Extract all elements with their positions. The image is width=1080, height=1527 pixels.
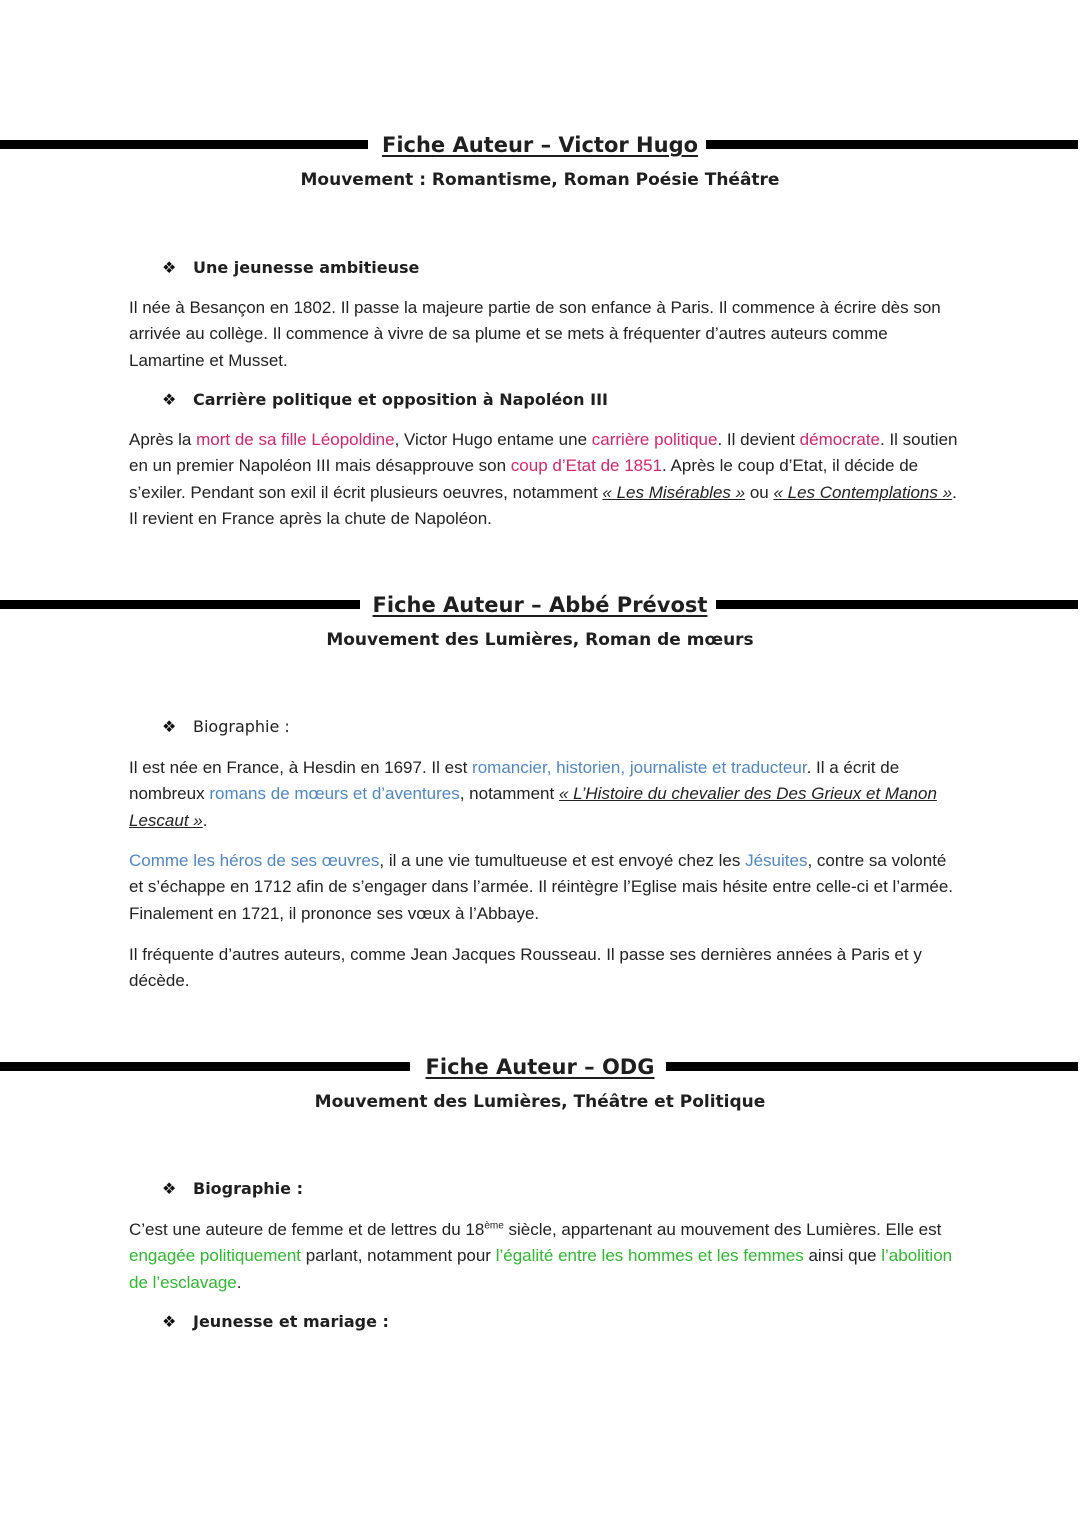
- diamond-bullet-icon: ❖: [162, 390, 177, 409]
- section-subtitle: Mouvement : Romantisme, Roman Poésie Théâtre: [300, 170, 780, 190]
- work-title: « Les Contemplations »: [773, 482, 953, 502]
- work-title: « Les Misérables »: [602, 482, 746, 502]
- section-subtitle: Mouvement des Lumières, Roman de mœurs: [326, 630, 754, 650]
- heading-carriere: ❖ Carrière politique et opposition à Napoléon III: [162, 388, 608, 412]
- heading-biographie: ❖ Biographie :: [162, 715, 290, 739]
- section-odg: [0, 1048, 1080, 1114]
- diamond-bullet-icon: ❖: [162, 258, 177, 277]
- heading-jeunesse-mariage: ❖ Jeunesse et mariage :: [162, 1310, 389, 1334]
- paragraph: Il née à Besançon en 1802. Il passe la majeure partie de son enfance à Paris. Il commence à écrire dès son arrivée au collège. Il commence à vivre de sa plume et se mets à fréquenter d’autres auteurs comme Lamartine et Musset.: [129, 298, 941, 370]
- section-victor-hugo: [0, 126, 1080, 192]
- paragraph: Il fréquente d’autres auteurs, comme Jean Jacques Rousseau. Il passe ses dernières années à Paris et y décède.: [129, 945, 922, 991]
- paragraph: Après la mort de sa fille Léopoldine, Victor Hugo entame une carrière politique. Il devient démocrate. Il soutien en un premier Napoléon III mais désapprouve son coup d’Etat de 1851. Après le coup d’Etat, il décide de s’exiler. Pendant son exil il écrit plusieurs oeuvres, notamment « Les Misérables » ou « Les Contemplations ». Il revient en France après la chute de Napoléon.: [129, 430, 958, 528]
- section-abbe-prevost: [0, 586, 1080, 652]
- heading-jeunesse: ❖ Une jeunesse ambitieuse: [162, 256, 419, 280]
- section-title: Fiche Auteur – Abbé Prévost: [372, 593, 708, 617]
- diamond-bullet-icon: ❖: [162, 1179, 177, 1198]
- heading-biographie: ❖ Biographie :: [162, 1177, 303, 1201]
- section-title: Fiche Auteur – Victor Hugo: [381, 133, 699, 157]
- section-subtitle: Mouvement des Lumières, Théâtre et Politique: [314, 1092, 766, 1112]
- paragraph: Comme les héros de ses œuvres, il a une vie tumultueuse et est envoyé chez les Jésuites, contre sa volonté et s’échappe en 1712 afin de s’engager dans l’armée. Il réintègre l’Eglise mais hésite entre celle-ci et l’armée. Finalement en 1721, il prononce ses vœux à l’Abbaye.: [129, 851, 954, 923]
- diamond-bullet-icon: ❖: [162, 1312, 177, 1331]
- work-title: « L’Histoire du chevalier des Des Grieux et Manon Lescaut »: [129, 784, 937, 830]
- section-title: Fiche Auteur – ODG: [425, 1055, 655, 1079]
- diamond-bullet-icon: ❖: [162, 717, 177, 736]
- paragraph: C’est une auteure de femme et de lettres du 18ème siècle, appartenant au mouvement des Lumières. Elle est engagée politiquement parlant, notamment pour l’égalité entre les hommes et les femmes ainsi que l’abolition de l’esclavage.: [129, 1220, 953, 1292]
- paragraph: Il est née en France, à Hesdin en 1697. Il est romancier, historien, journaliste et traducteur. Il a écrit de nombreux romans de mœurs et d’aventures, notamment « L’Histoire du chevalier des Des Grieux et Manon Lescaut ».: [129, 758, 937, 830]
